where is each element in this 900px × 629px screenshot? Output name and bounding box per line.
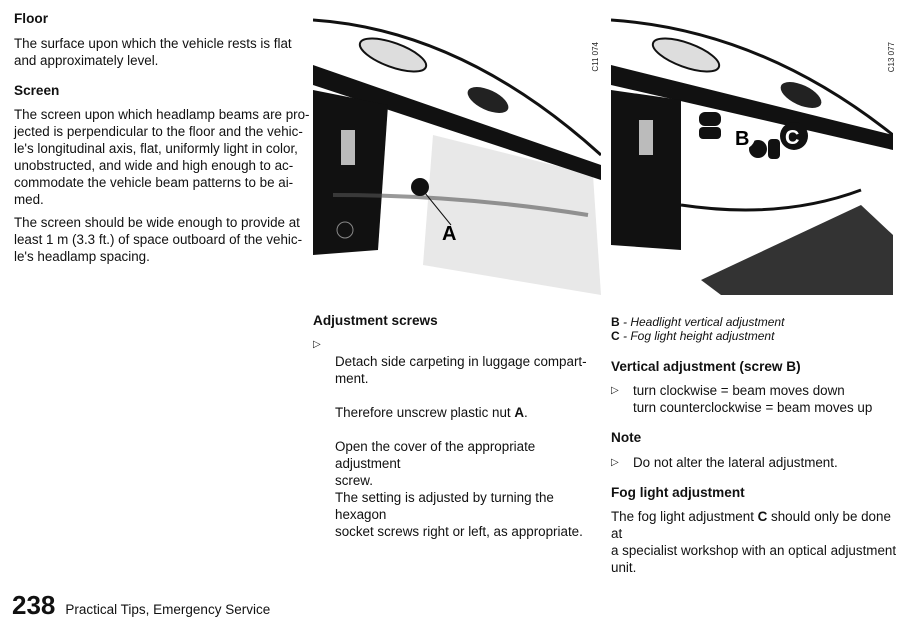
floor-heading: Floor bbox=[14, 11, 48, 26]
step-open-cover: Open the cover of the appropriate adjustment screw. The setting is adjusted by turning the hexagon socket screws right or left, as appropriate. bbox=[335, 439, 583, 539]
figure1-code: C11 074 bbox=[591, 42, 600, 72]
figure-luggage-compartment-nut-a bbox=[313, 15, 601, 295]
figure-caption: B - Headlight vertical adjustment C - Fog light height adjustment bbox=[611, 315, 785, 343]
step-unscrew-nut: Therefore unscrew plastic nut A. bbox=[335, 405, 528, 420]
illustration-headlight-housing bbox=[611, 15, 893, 295]
vertical-adjustment-heading: Vertical adjustment (screw B) bbox=[611, 359, 801, 374]
bullet-triangle-icon: ▷ bbox=[611, 385, 619, 396]
figure-headlight-adjustment-screws bbox=[611, 15, 893, 295]
note-text: ▷ Do not alter the lateral adjustment. bbox=[611, 455, 838, 470]
page-footer bbox=[12, 590, 271, 620]
screen-text-1: The screen upon which headlamp beams are pro- jected is perpendicular to the floor and the vehic- le's longitudinal axis, flat, uniformly light in color, unobstructed, and wide and high enough to ac- commodate the vehicle beam patterns to be ai- med. bbox=[14, 107, 310, 207]
adjustment-screws-heading: Adjustment screws bbox=[313, 313, 438, 328]
page-number: 238 bbox=[12, 590, 56, 620]
figure2-code: C13 077 bbox=[887, 42, 896, 73]
screen-text-2: The screen should be wide enough to provide at least 1 m (3.3 ft.) of space outboard of the vehic- le's headlamp spacing. bbox=[14, 215, 303, 264]
step-detach-carpeting: Detach side carpeting in luggage compart- ment. bbox=[335, 354, 587, 386]
label-a: A bbox=[442, 223, 457, 245]
fog-light-heading: Fog light adjustment bbox=[611, 485, 745, 500]
section-title: Practical Tips, Emergency Service bbox=[65, 602, 271, 617]
label-c: C bbox=[785, 127, 800, 149]
label-b: B bbox=[735, 128, 750, 150]
illustration-compartment bbox=[313, 15, 601, 295]
fog-light-text: The fog light adjustment C should only be done at a specialist workshop with an optical adjustment unit. bbox=[611, 509, 897, 575]
vertical-adjustment-text: ▷ turn clockwise = beam moves down turn counterclockwise = beam moves up bbox=[611, 383, 873, 415]
screen-heading: Screen bbox=[14, 83, 60, 98]
note-heading: Note bbox=[611, 430, 642, 445]
bullet-triangle-icon: ▷ bbox=[611, 457, 619, 468]
bullet-triangle-icon: ▷ bbox=[313, 339, 321, 350]
floor-text: The surface upon which the vehicle rests is flat and approximately level. bbox=[14, 36, 292, 68]
adjustment-steps bbox=[313, 336, 603, 557]
